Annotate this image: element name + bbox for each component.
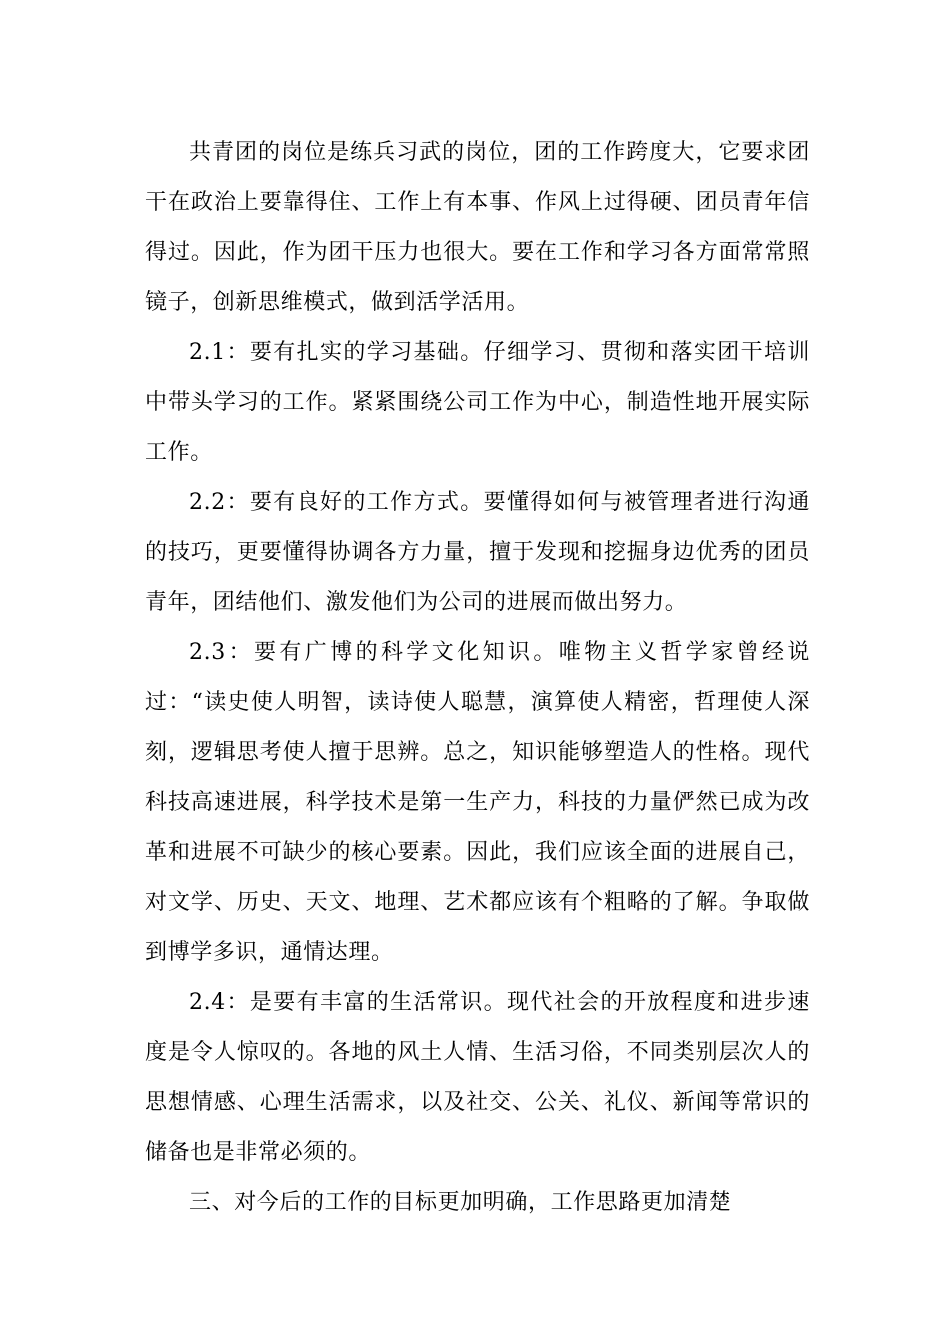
document-body xyxy=(145,128,810,1228)
paragraph-2-3: 2.3：要有广博的科学文化知识。唯物主义哲学家曾经说过：“读史使人明智，读诗使人聪慧，演算使人精密，哲理使人深刻，逻辑思考使人擅于思辨。总之，知识能够塑造人的性格。现代科技高速进展，科学技术是第一生产力，科技的力量俨然已成为改革和进展不可缺少的核心要素。因此，我们应该全面的进展自己，对文学、历史、天文、地理、艺术都应该有个粗略的了解。争取做到博学多识，通情达理。 xyxy=(145,640,810,965)
paragraph-intro: 共青团的岗位是练兵习武的岗位，团的工作跨度大，它要求团干在政治上要靠得住、工作上有本事、作风上过得硬、团员青年信得过。因此，作为团干压力也很大。要在工作和学习各方面常常照镜子，创新思维模式，做到活学活用。 xyxy=(145,140,810,315)
section-heading-3: 三、对今后的工作的目标更加明确，工作思路更加清楚 xyxy=(189,1190,732,1215)
paragraph-2-2: 2.2：要有良好的工作方式。要懂得如何与被管理者进行沟通的技巧，更要懂得协调各方力量，擅于发现和挖掘身边优秀的团员青年，团结他们、激发他们为公司的进展而做出努力。 xyxy=(145,490,810,615)
paragraph-2-1: 2.1：要有扎实的学习基础。仔细学习、贯彻和落实团干培训中带头学习的工作。紧紧围绕公司工作为中心，制造性地开展实际工作。 xyxy=(145,340,810,465)
paragraph-2-4: 2.4：是要有丰富的生活常识。现代社会的开放程度和进步速度是令人惊叹的。各地的风土人情、生活习俗，不同类别层次人的思想情感、心理生活需求，以及社交、公关、礼仪、新闻等常识的储备也是非常必须的。 xyxy=(145,990,810,1165)
